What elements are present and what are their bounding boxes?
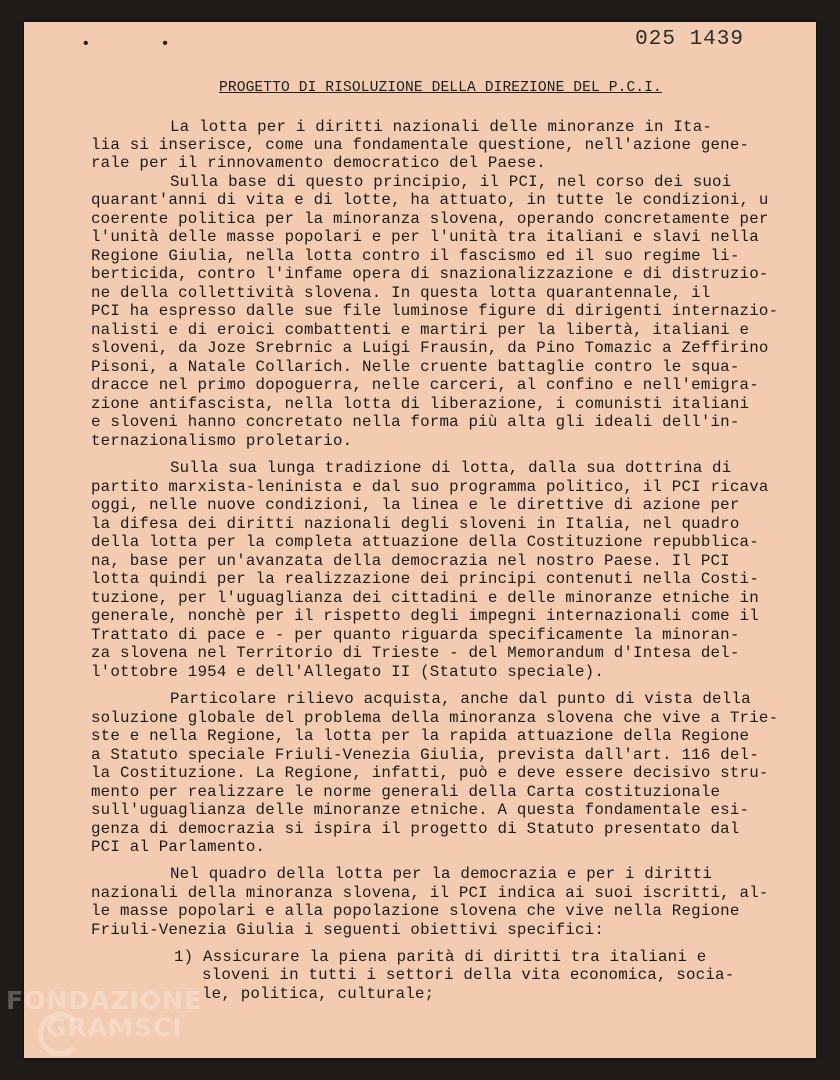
text-line: PCI al Parlamento.: [91, 838, 266, 856]
text-line: Pisoni, a Natale Collarich. Nelle cruente battaglie contro le squa-: [91, 358, 740, 376]
text-line: La lotta per i diritti nazionali delle minoranze in Ita-: [170, 118, 713, 136]
text-line: tuzione, per l'uguaglianza dei cittadini e delle minoranze etniche in: [91, 589, 759, 607]
text-line: ste e nella Regione, la lotta per la rapida attuazione della Regione: [91, 727, 750, 745]
list-item: 1) Assicurare la piena parità di diritti tra italiani e: [174, 948, 707, 966]
text-line: rale per il rinnovamento democratico del Paese.: [91, 154, 546, 172]
text-line: ne della collettività slovena. In questa lotta quarantennale, il: [91, 284, 711, 302]
text-line: lia si inserisce, come una fondamentale questione, nell'azione gene-: [91, 136, 750, 154]
text-line: quarant'anni di vita e di lotte, ha attuato, in tutte le condizioni, u: [91, 191, 769, 209]
text-line: mento per realizzare le norme generali della Carta costituzionale: [91, 783, 721, 801]
text-line: lotta quindi per la realizzazione dei principi contenuti nella Costi-: [91, 570, 759, 588]
text-line: e sloveni hanno concretato nella forma più alta gli ideali dell'in-: [91, 413, 740, 431]
text-line: a Statuto speciale Friuli-Venezia Giulia, prevista dall'art. 116 del-: [91, 746, 759, 764]
text-line: oggi, nelle nuove condizioni, la linea e le direttive di azione per: [91, 496, 740, 514]
text-line: Regione Giulia, nella lotta contro il fascismo ed il suo regime li-: [91, 247, 740, 265]
document-page: [24, 22, 816, 1058]
text-line: genza di democrazia si ispira il progetto di Statuto presentato dal: [91, 820, 740, 838]
text-line: le masse popolari e alla popolazione slovena che vive nella Regione: [91, 902, 740, 920]
text-line: sull'uguaglianza delle minoranze etniche. A questa fondamentale esi-: [91, 801, 750, 819]
list-item: le, politica, culturale;: [202, 985, 435, 1003]
text-line: Nel quadro della lotta per la democrazia e per i diritti: [170, 865, 713, 883]
punch-marks: • •: [81, 35, 200, 53]
text-line: nazionali della minoranza slovena, il PCI indica ai suoi iscritti, al-: [91, 884, 769, 902]
list-item: sloveni in tutti i settori della vita economica, socia-: [202, 966, 735, 984]
text-line: Friuli-Venezia Giulia i seguenti obiettivi specifici:: [91, 921, 605, 939]
text-line: l'unità delle masse popolari e per l'unità tra italiani e slavi nella: [91, 228, 759, 246]
text-line: Trattato di pace e - per quanto riguarda specificamente la minoran-: [91, 626, 740, 644]
text-line: Sulla sua lunga tradizione di lotta, dalla sua dottrina di: [170, 459, 732, 477]
text-line: PCI ha espresso dalle sue file luminose figure di dirigenti internazio-: [91, 302, 779, 320]
text-line: partito marxista-leninista e dal suo programma politico, il PCI ricava: [91, 478, 769, 496]
text-line: ternazionalismo proletario.: [91, 432, 353, 450]
text-line: na, base per un'avanzata della democrazia nel nostro Paese. Il PCI: [91, 552, 730, 570]
text-line: la difesa dei diritti nazionali degli sloveni in Italia, nel quadro: [91, 515, 740, 533]
text-line: della lotta per la completa attuazione della Costituzione repubblica-: [91, 533, 759, 551]
text-line: sloveni, da Joze Srebrnic a Luigi Frausin, da Pino Tomazic a Zeffirino: [91, 339, 769, 357]
watermark-line-1: FONDAZIONE: [6, 986, 203, 1015]
text-line: berticida, contro l'infame opera di snazionalizzazione e di distruzio-: [91, 265, 769, 283]
text-line: dracce nel primo dopoguerra, nelle carceri, al confino e nell'emigra-: [91, 376, 759, 394]
text-line: generale, nonchè per il rispetto degli impegni internazionali come il: [91, 607, 759, 625]
text-line: nalisti e di eroici combattenti e martiri per la libertà, italiani e: [91, 321, 750, 339]
text-line: l'ottobre 1954 e dell'Allegato II (Statuto speciale).: [91, 663, 605, 681]
text-line: coerente politica per la minoranza slovena, operando concretamente per: [91, 210, 769, 228]
text-line: za slovena nel Territorio di Trieste - del Memorandum d'Intesa del-: [91, 644, 740, 662]
document-number: 025 1439: [635, 28, 744, 51]
watermark: [6, 986, 202, 1042]
document-title: PROGETTO DI RISOLUZIONE DELLA DIREZIONE DEL P.C.I.: [219, 80, 662, 96]
text-line: Sulla base di questo principio, il PCI, nel corso dei suoi: [170, 173, 732, 191]
text-line: la Costituzione. La Regione, infatti, può e deve essere decisivo stru-: [91, 764, 769, 782]
text-line: soluzione globale del problema della minoranza slovena che vive a Trie-: [91, 709, 779, 727]
text-line: Particolare rilievo acquista, anche dal punto di vista della: [170, 690, 751, 708]
watermark-line-2: GRAMSCI: [46, 1013, 183, 1042]
text-line: zione antifascista, nella lotta di liberazione, i comunisti italiani: [91, 395, 750, 413]
